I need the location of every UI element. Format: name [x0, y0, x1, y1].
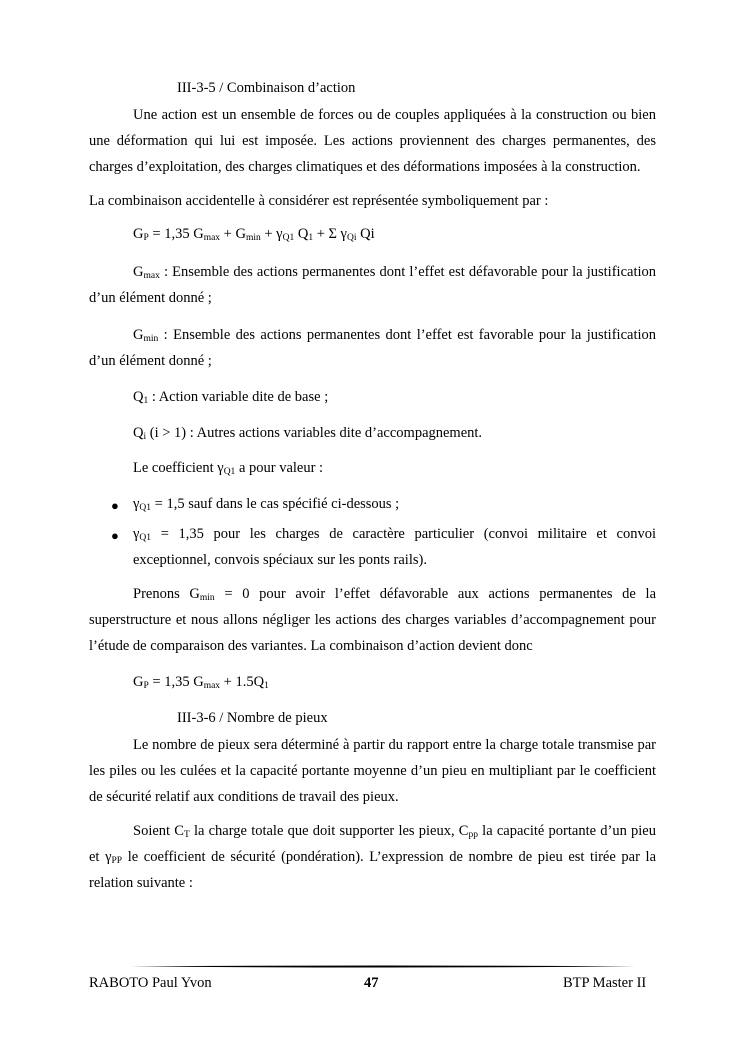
section-heading-335: III-3-5 / Combinaison d’action	[177, 80, 356, 96]
intro-paragraph: Une action est un ensemble de forces ou de couples appliquées à la construction ou bien une déformation qui lui est imposée. Les actions proviennent des charges permanentes, des charges d’exploitation, des charges climatiques et des déformations imposées à la construction.	[89, 107, 656, 175]
bullet-icon: ●	[111, 498, 119, 513]
formula-combination-1: $G_P = 1,35$ $G_{max} + G_{min} + \gamma_{Q1}$ $Q_1 + \Sigma$ $\gamma_{Qi}$ Qi	[133, 226, 375, 243]
footer-divider	[130, 965, 640, 968]
prenons-paragraph: Prenons $G_{min} = 0$ pour avoir l’effet défavorable aux actions permanentes de la superstructure et nous allons négliger les actions des charges variables d’accompagnement pour l’étude de comparaison des variantes. La combinaison d’action devient donc	[89, 586, 657, 654]
soient-paragraph: Soient $C_T$ la charge totale que doit supporter les pieux, $C_{pp}$ la capacité portante d’un pieu et $\gamma_{PP}$ le coefficient de sécurité (pondération). L’expression de nombre de pieu est tirée par la relation suivante :	[89, 823, 657, 891]
page-number: 47	[364, 975, 379, 991]
formula-combination-2: $G_P = 1,35$ $G_{max} + 1.5Q_1$	[133, 674, 269, 691]
coefficient-intro: Le coefficient $\gamma_{Q1}$ a pour valeur :	[133, 460, 324, 477]
section-heading-336: III-3-6 / Nombre de pieux	[177, 710, 328, 726]
pile-count-paragraph: Le nombre de pieux sera déterminé à partir du rapport entre la charge totale transmise par les piles ou les culées et la capacité portante moyenne d’un pieu en multipliant par le coefficient de sécurité relatif aux conditions de travail des pieux.	[89, 737, 656, 805]
footer-author: RABOTO Paul Yvon	[89, 975, 212, 991]
gmin-definition: $G_{min}$ : Ensemble des actions permanentes dont l’effet est favorable pour la justification d’un élément donné ;	[89, 327, 656, 369]
bullet-icon: ●	[111, 528, 119, 543]
bullet-item-1: $\gamma_{Q1} = 1,5$ sauf dans le cas spécifié ci-dessous ;	[133, 496, 400, 513]
accidental-combination-text: La combinaison accidentelle à considérer est représentée symboliquement par :	[89, 193, 549, 209]
q1-definition: $Q_1$ : Action variable dite de base ;	[133, 389, 329, 406]
qi-definition: $Q_i$ (i > 1) : Autres actions variables dite d’accompagnement.	[133, 425, 483, 442]
gmax-definition: $G_{max}$ : Ensemble des actions permanentes dont l’effet est défavorable pour la justification d’un élément donné ;	[89, 264, 656, 306]
footer-course: BTP Master II	[563, 975, 647, 991]
bullet-item-2: $\gamma_{Q1} = 1,35$ pour les charges de caractère particulier (convoi militaire et convoi exceptionnel, convois spéciaux sur les ponts rails).	[133, 526, 656, 568]
